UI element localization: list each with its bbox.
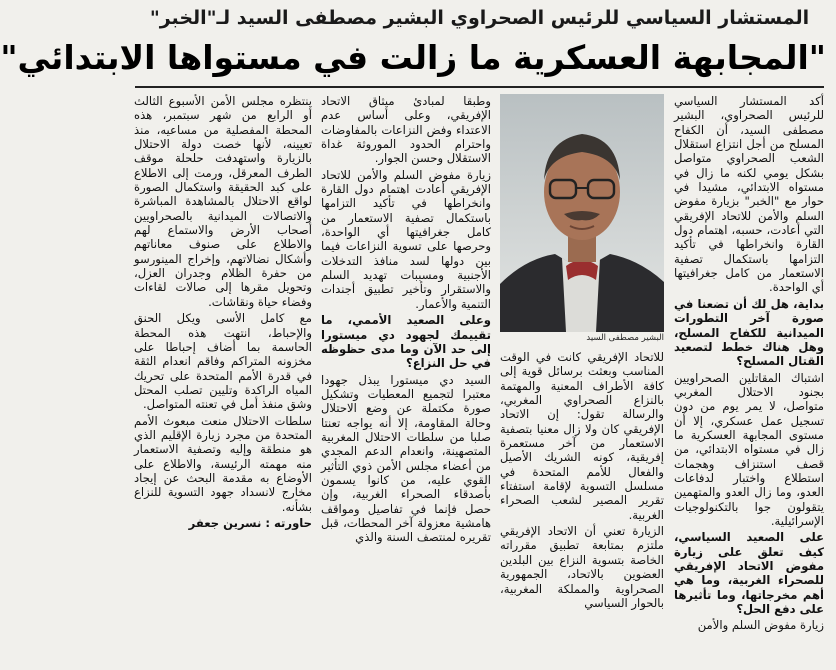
article-headline: "المجابهة العسكرية ما زالت في مستواها الابتدائي" [0, 38, 826, 77]
column-3-paragraph-2: زيارة مفوض السلم والأمن للاتحاد الإفريقي أعادت اهتمام دول القارة وانخراطها في تأكيد التزامها باستكمال تصفية الاستعمار من كامل جغرافيتها أي الواحدة، وحرصها على تسوية النزاعات فيما بين دولها لسد منافذ التدخلات الأجنبية ومسببات تهديد السلم والاستقرار وتأخير تطبيق أجندات التنمية والأعمار. [321, 167, 491, 311]
photo-caption: البشير مصطفى السيد [586, 333, 664, 343]
column-4-paragraph-2: مع كامل الأسى ويكل الحنق والإحباط، انتهت هذه المحطة الحاسمة بما أضاف إحباطا على مخزونه المتراكم وفاقم انعدام الثقة في قدرة الأمم المتحدة على تحريك المياه الراكدة وتليين تصلب المحتل وشق منفذ أمل في تعنته المتواصل. [134, 311, 312, 412]
photo-block [500, 94, 664, 344]
answer-1: اشتباك المقاتلين الصحراويين بجنود الاحتلال المغربي متواصل، لا يمر يوم من دون تسجيل عمل عسكري، إلا أن مستوى المجابهة العسكرية ما زال في مستواه الابتدائي، من قصف استنزاف وهجمات استطلاع واختبار لدفاعات العدو، وما زال العدو والمتهمين يتقولون جوا بالتكنولوجيات الإسرائيلية. [674, 370, 824, 528]
column-4-paragraph-3: سلطات الاحتلال منعت مبعوث الأمم المتحدة من مجرد زيارة الإقليم الذي هو منطقة وإليه وتصفية الاستعمار منه مهمته الرئيسة، والاطلاع على الأوضاع به مقدمة البحث عن إيجاد مخارج لانسداد جهود التسوية للنزاع بشأنه. [134, 413, 312, 514]
article-kicker: المستشار السياسي للرئيس الصحراوي البشير مصطفى السيد لـ"الخبر" [149, 7, 810, 29]
portrait-illustration [500, 94, 664, 332]
question-3: وعلى الصعيد الأممي، ما تقييمك لجهود دي ميستورا إلى حد الآن وما مدى حظوظه في حل النزاع؟ [321, 313, 491, 371]
column-3-paragraph-1: وطبقا لمبادئ ميثاق الاتحاد الإفريقي، وعلى أساس عدم الاعتداء وفض النزاعات بالمفاوضات واحترام الحدود الموروثة غداة الاستقلال وحسن الجوار. [321, 94, 491, 166]
portrait-photo [500, 94, 664, 332]
headline-divider [135, 86, 824, 88]
question-2: على الصعيد السياسي، كيف تعلق على زيارة مفوض الاتحاد الإفريقي للصحراء الغربية، وما هي أهم مخرجاتها، وما تأثيرها على دفع الحل؟ [674, 530, 824, 617]
column-2-text [500, 350, 664, 610]
article-column-2 [500, 94, 664, 662]
column-4-paragraph-1: ينتظره مجلس الأمن الأسبوع الثالث أو الرابع من شهر سبتمبر، هذه المحطة المفصلية من مساعيه، منذ تعيينه، لأنها خصت دولة الاحتلال بالزيارة واستهدفت حلحلة موقف الطرف المعرقل، ورمت إلى الاطلاع على كبد الحقيقة واستكمال الصورة لواقع الاحتلال بالمشاهدة المباشرة والاتصالات الميدانية بالصحراويين أصحاب الأرض والاستماع لهم والاطلاع على صنوف معاناتهم وأشكال نضالاتهم، وإخراج المينورسو من حفرة الظلام وجدران العزل، وتحويل مقرها إلى صالات لقاءات وفضاء حياة ونقاشات. [134, 94, 312, 309]
answer-3: السيد دي ميستورا يبذل جهودا معتبرا لتجميع المعطيات وتشكيل صورة مكتملة عن وضع الاحتلال وحالة المقاومة، إلا أنه يواجه تعنتا صلبا من سلطات الاحتلال المغربية المتصهينة، وانعدام الدعم المجدي من أعضاء مجلس الأمن ذوي التأثير القوي عليه، من كانوا يسمون بأصدقاء الصحراء الغربية، وإن حصل فإنما في تفاصيل ومواقف هامشية معزولة آخر المحطات، قبل تقريره لمنتصف السنة والذي [321, 372, 491, 545]
interviewer-signoff: حاورته : نسرين جعفر [188, 515, 312, 530]
column-2-paragraph-2: الزيارة تعني أن الاتحاد الإفريقي ملتزم بمتابعة تطبيق مقرراته الخاصة بتسوية النزاع بين البلدين العضوين بالاتحاد، الجمهورية الصحراوية والمملكة المغربية، بالحوار السياسي [500, 524, 664, 610]
article-column-3 [321, 94, 491, 662]
question-1: بداية، هل لك أن تضعنا في صورة آخر التطورات الميدانية للكفاح المسلح، وهل هناك خطط لتصعيد القتال المسلح؟ [674, 296, 824, 369]
article-column-4 [134, 94, 312, 662]
answer-2-start: زيارة مفوض السلم والأمن [697, 618, 824, 633]
intro-paragraph: أكد المستشار السياسي للرئيس الصحراوي، البشير مصطفى السيد، أن الكفاح المسلح من أجل انتزاع استقلال الشعب الصحراوي متواصل بشكل يومي لكنه ما زال في مستواه الابتدائي، مشيدا في حوار مع "الخبر" بزيارة مفوض السلم والأمن للاتحاد الإفريقي التي أعادت، حسبه، اهتمام دول القارة وانخراطها في تأكيد التزامها باستكمال تصفية الاستعمار من كامل جغرافيتها أي الواحدة. [674, 94, 824, 295]
column-2-paragraph-1: للاتحاد الإفريقي كانت في الوقت المناسب وبعثت برسائل قوية إلى كافة الأطراف المعنية والمهتمة بالنزاع الصحراوي المغربي، والرسالة تقول: إن الاتحاد الإفريقي كان ولا زال معنيا بتصفية الاستعمار من آخر مستعمرة إفريقية، كونه الشريك الأصيل والفعال للأمم المتحدة في مسلسل التسوية لإقامة استفتاء تقرير المصير لشعب الصحراء الغربية. [500, 350, 664, 522]
article-column-1 [674, 94, 824, 662]
